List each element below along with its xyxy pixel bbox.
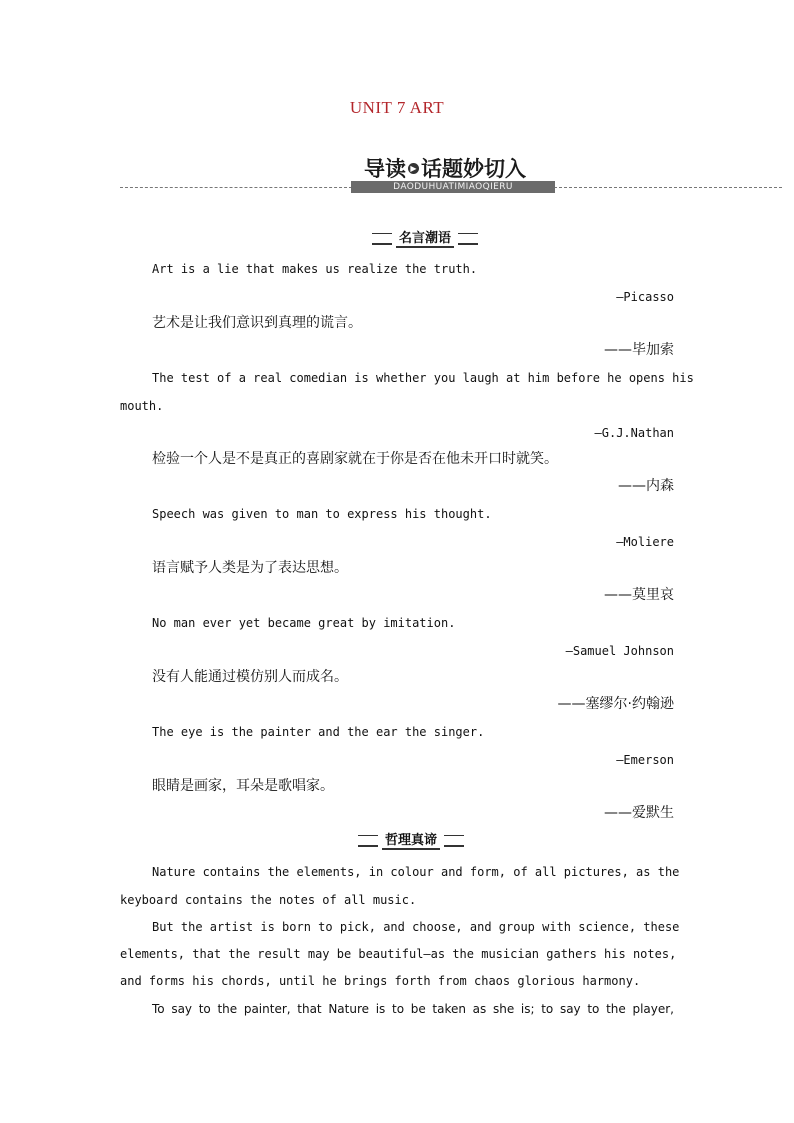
section-banner bbox=[120, 156, 782, 196]
quote-zh: 眼睛是画家，耳朵是歌唱家。 bbox=[152, 778, 334, 794]
quote-en: The eye is the painter and the ear the singer. bbox=[152, 725, 485, 739]
quote-en-author: —Moliere bbox=[616, 535, 674, 549]
quote-en: Speech was given to man to express his thought. bbox=[152, 507, 492, 521]
paragraph-line: But the artist is born to pick, and choose, and group with science, these bbox=[152, 920, 680, 934]
section-label-quotes bbox=[372, 230, 478, 248]
quote-en-continued: mouth. bbox=[120, 399, 164, 413]
quote-zh: 艺术是让我们意识到真理的谎言。 bbox=[152, 315, 362, 331]
label-bar-right bbox=[444, 835, 464, 847]
quote-zh: 语言赋予人类是为了表达思想。 bbox=[152, 560, 348, 576]
paragraph-line: elements, that the result may be beautiful—as the musician gathers his notes, bbox=[120, 947, 677, 961]
quote-en: Art is a lie that makes us realize the truth. bbox=[152, 262, 478, 276]
section-label-text: 哲理真谛 bbox=[382, 833, 440, 850]
banner-pinyin: DAODUHUATIMIAOQIERU bbox=[351, 181, 555, 193]
quote-en-author: —Emerson bbox=[616, 753, 674, 767]
banner-title-right: 话题妙切入 bbox=[421, 157, 526, 181]
banner-divider-left bbox=[120, 187, 352, 188]
quote-zh-author: ——爱默生 bbox=[604, 805, 674, 821]
section-label-philosophy bbox=[358, 832, 464, 850]
paragraph-line: To say to the painter, that Nature is to be taken as she is; to say to the player, bbox=[152, 1002, 674, 1016]
quote-zh-author: ——莫里哀 bbox=[604, 587, 674, 603]
quote-en-author: —Samuel Johnson bbox=[565, 644, 674, 658]
label-bar-right bbox=[458, 233, 478, 245]
quote-en-author: —G.J.Nathan bbox=[594, 426, 674, 440]
banner-divider-right bbox=[554, 187, 782, 188]
unit-title: UNIT 7 ART bbox=[349, 98, 445, 117]
label-bar-left bbox=[372, 233, 392, 245]
banner-title bbox=[364, 156, 526, 182]
quote-zh-author: ——塞缪尔·约翰逊 bbox=[557, 696, 674, 712]
arrow-right-icon: ▶ bbox=[408, 163, 419, 174]
paragraph-line: and forms his chords, until he brings forth from chaos glorious harmony. bbox=[120, 974, 641, 988]
quote-en: The test of a real comedian is whether you laugh at him before he opens his bbox=[152, 371, 694, 385]
quote-zh: 检验一个人是不是真正的喜剧家就在于你是否在他未开口时就笑。 bbox=[152, 451, 558, 467]
quote-en-author: —Picasso bbox=[616, 290, 674, 304]
banner-title-left: 导读 bbox=[364, 157, 406, 181]
section-label-text: 名言潮语 bbox=[396, 231, 454, 248]
quote-zh-author: ——毕加索 bbox=[604, 342, 674, 358]
quote-zh-author: ——内森 bbox=[618, 478, 674, 494]
quote-en: No man ever yet became great by imitation. bbox=[152, 616, 456, 630]
paragraph-line: Nature contains the elements, in colour and form, of all pictures, as the bbox=[152, 865, 680, 879]
paragraph-line: keyboard contains the notes of all music. bbox=[120, 893, 417, 907]
label-bar-left bbox=[358, 835, 378, 847]
quote-zh: 没有人能通过模仿别人而成名。 bbox=[152, 669, 348, 685]
